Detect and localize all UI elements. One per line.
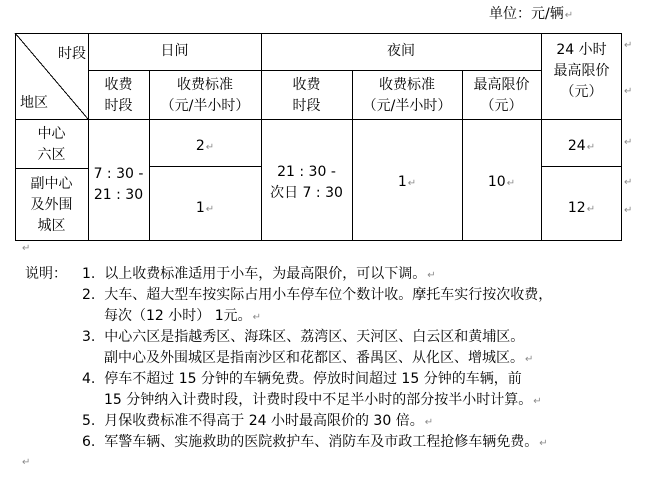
region-suburban: 副中心 及外围 城区 [30,176,73,234]
region-center: 中心 六区 [37,126,66,163]
paragraph-mark-icon: ↵ [424,417,434,428]
paragraph-mark-icon: ↵ [525,354,534,365]
center-day-rate: 2↵ [195,138,215,154]
night-period-header: 收费 时段 [292,77,321,114]
paragraph-mark-icon: ↵ [564,10,574,21]
row-end-mark-icon: ↵ [624,177,633,188]
paragraph-mark-icon: ↵ [252,312,262,323]
note-item-6: 6. 军警车辆、实施救助的医院救护车、消防车及市政工程抢修车辆免费。↵ [82,434,548,450]
paragraph-mark-icon: ↵ [586,142,596,153]
day-time-span: 7 : 30 - 21 : 30 [93,166,144,203]
night-header: 夜间 [387,43,415,59]
night-cap: 10↵ [487,174,516,190]
paragraph-mark-icon: ↵ [205,204,215,215]
night-cap-header: 最高限价 （元） [473,77,530,114]
paragraph-mark-icon: ↵ [539,438,548,449]
note-item-1: 1. 以上收费标准适用于小车，为最高限价，可以下调。↵ [82,266,436,282]
center-all-day-cap: 24↵ [567,138,596,154]
note-item-3: 3. 中心六区是指越秀区、海珠区、荔湾区、天河区、白云区和黄埔区。 [82,329,525,345]
note-item-2: 2. 大车、超大型车按实际占用小车停车位个数计收。摩托车实行按次收费， [82,287,553,303]
row-end-mark-icon: ↵ [624,205,633,216]
paragraph-mark-icon: ↵ [533,396,542,407]
notes-label: 说明： [25,266,67,282]
row-end-mark-icon: ↵ [624,40,633,51]
row-end-mark-icon: ↵ [624,137,633,148]
night-rate-header: 收费标准 （元/半小时） [362,77,452,114]
night-rate: 1↵ [397,174,417,190]
day-period-header: 收费 时段 [104,77,133,114]
note-item-3-cont: 副中心及外围城区是指南沙区和花都区、番禺区、从化区、增城区。↵ [104,350,534,366]
suburban-day-rate: 1↵ [195,200,215,216]
corner-header-period: 时段 [58,46,86,62]
paragraph-mark-icon: ↵ [586,204,596,215]
row-end-mark-icon: ↵ [624,86,633,97]
day-header: 日间 [160,43,189,59]
note-item-2-cont: 每次（12 小时） 1元。↵ [104,308,262,324]
note-item-5: 5. 月保收费标准不得高于 24 小时最高限价的 30 倍。↵ [82,413,434,429]
unit-label: 单位：元/辆↵ [489,6,574,22]
note-item-4: 4. 停车不超过 15 分钟的车辆免费。停放时间超过 15 分钟的车辆，前 [82,371,522,387]
paragraph-mark-icon: ↵ [22,243,31,254]
day-rate-header: 收费标准 （元/半小时） [160,77,250,114]
paragraph-mark-icon: ↵ [427,270,436,281]
note-item-4-cont: 15 分钟纳入计费时段，计费时段中不足半小时的部分按半小时计算。↵ [104,392,542,408]
corner-header-region: 地区 [20,95,48,111]
paragraph-mark-icon: ↵ [22,457,31,468]
paragraph-mark-icon: ↵ [205,142,215,153]
paragraph-mark-icon: ↵ [407,178,417,189]
night-time-span: 21 : 30 - 次日 7 : 30 [270,164,343,201]
suburban-all-day-cap: 12↵ [567,200,596,216]
all-day-cap-header: 24 小时 最高限价 （元） [553,42,610,100]
paragraph-mark-icon: ↵ [506,178,516,189]
